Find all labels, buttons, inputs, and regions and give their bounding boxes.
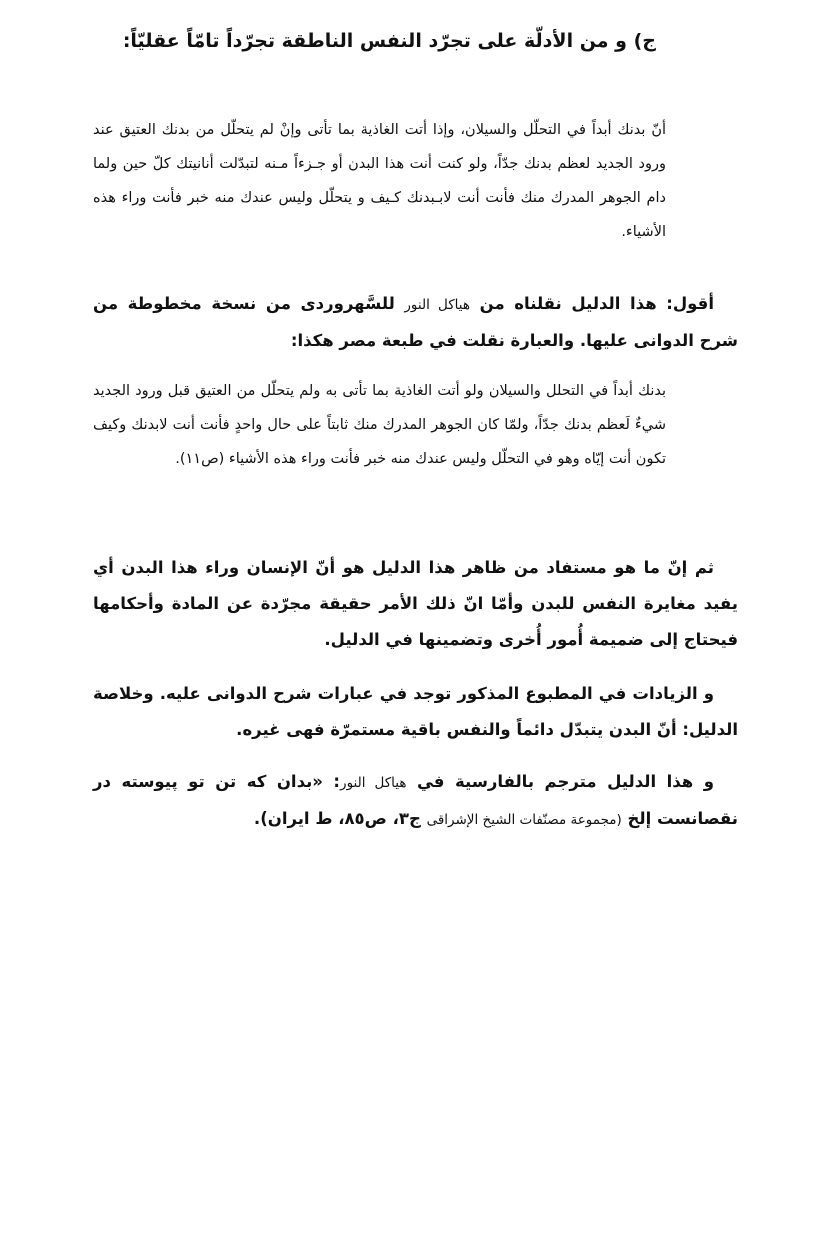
para1-tail: للسَّهروردى من نسخة مخطوطة من شرح الدوانى عليها. والعبارة نقلت في طبعة مصر هكذا:	[93, 294, 738, 350]
collection-reference: (مجموعة مصنّفات الشيخ الإشراقى	[426, 812, 622, 828]
para1-lead: أقول: هذا الدليل نقلناه من	[479, 294, 714, 313]
section-heading: ج) و من الأدلّة على تجرّد النفس الناطقة تجرّداً تامّاً عقليّاً:	[122, 30, 656, 52]
commentary-paragraph-persian	[93, 764, 738, 838]
para4-lead: و هذا الدليل مترجم بالفارسية في	[416, 772, 714, 791]
quoted-argument-egypt-edition: بدنك أبداً في التحلل والسيلان ولو أتت الغاذية بما تأتى به ولم يتحلّل من العتيق قبل ورود الجديد شيءٌ لَعظم بدنك جدّاً، ولمّا كان الجوهر المدرك منك ثابتاً على حال واحدٍ فأنت أنت لابدنك وكيف تكون أنت إيّاه وهو في التحلّل وليس عندك منه خبر فأنت وراء هذه الأشياء (ص١١).	[93, 383, 666, 467]
commentary-paragraph-analysis: ثم إنّ ما هو مستفاد من ظاهر هذا الدليل هو أنّ الإنسان وراء هذا البدن أي يفيد مغايرة النفس للبدن وأمّا انّ ذلك الأمر حقيقة مجرّدة عن المادة وأحكامها فيحتاج إلى ضميمة أُمور أُخرى وتضمينها في الدليل.	[93, 558, 738, 649]
book-title-reference: هياكل النور	[340, 775, 407, 791]
commentary-paragraph-source	[93, 286, 738, 359]
quoted-argument-manuscript: أنّ بدنك أبداً في التحلّل والسيلان، وإذا أتت الغاذية بما تأتى وإنْ لم يتحلّل من بدنك العتيق عند ورود الجديد لعظم بدنك جدّاً، ولو كنت أنت هذا البدن أو جـزءاً مـنه لتبدّلت أنانيتك كلّ حين ولما دام الجوهر المدرك منك فأنت أنت لابـبدنك كـيف و يتحلّل وليس عندك منه خبر فأنت وراء هذه الأشياء.	[93, 122, 666, 240]
persian-quote: : «بدان كه تن تو پيوسته در نقصانست إلخ	[93, 772, 738, 828]
para4-tail: ج٣، ص٨٥، ط ايران).	[253, 809, 421, 828]
commentary-paragraph-summary: و الزيادات في المطبوع المذكور توجد في عبارات شرح الدوانى عليه. وخلاصة الدليل: أنّ البدن يتبدّل دائماً والنفس باقية مستمرّة فهى غيره.	[93, 684, 738, 739]
book-title-reference: هياكل النور	[404, 297, 470, 313]
